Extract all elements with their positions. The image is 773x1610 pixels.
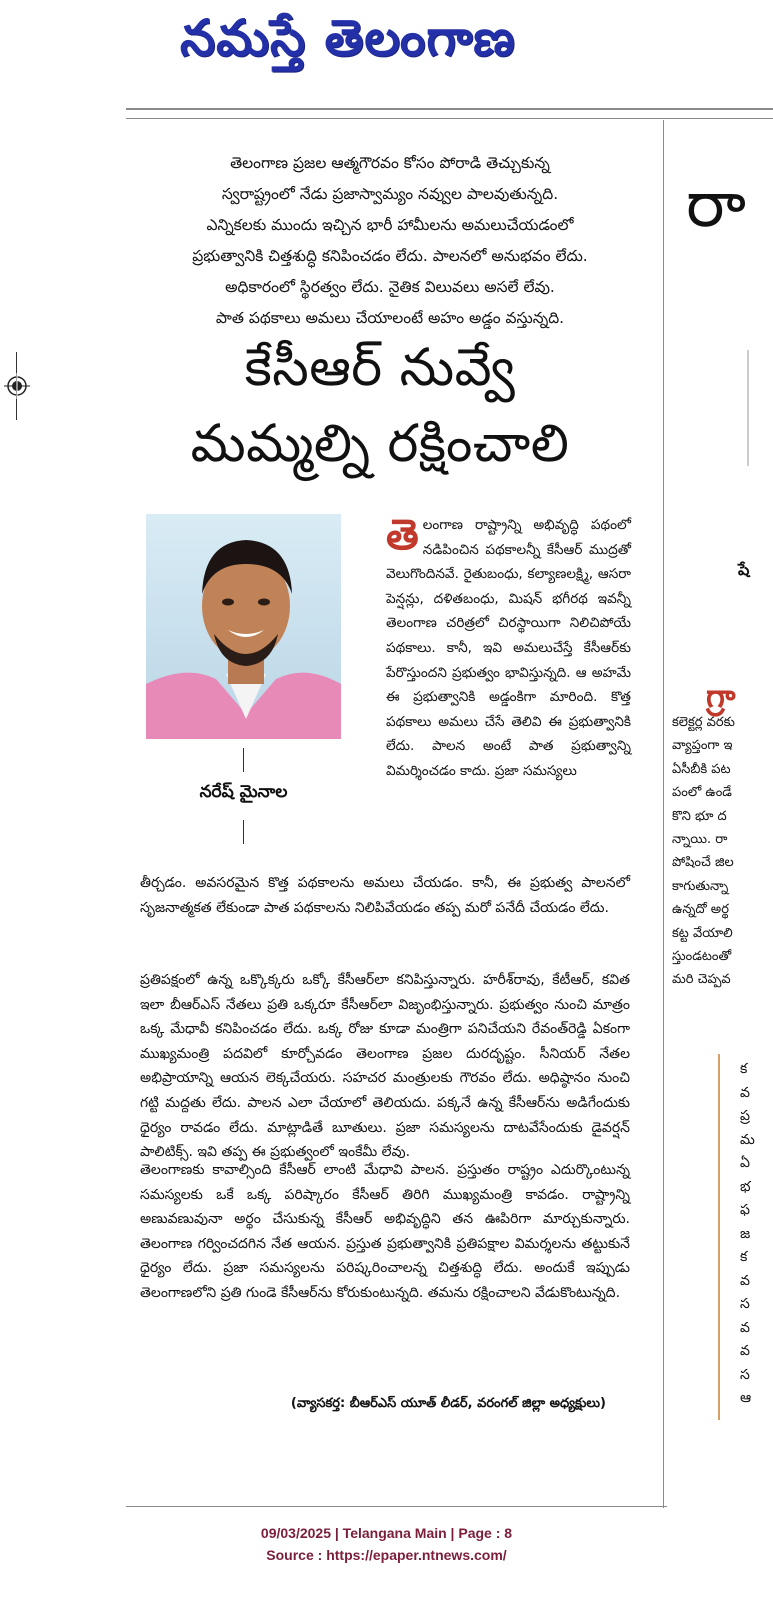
side-text-column <box>672 711 773 992</box>
side-letter: స <box>740 1296 750 1312</box>
side-text-line: కాగుతున్నా <box>672 878 729 894</box>
author-credit: (వ్యాసకర్త: బీఆర్‌ఎస్ యూత్ లీడర్, వరంగల్ జిల్లా అధ్యక్షులు) <box>290 1396 606 1411</box>
side-text-line: పోషించే జిల <box>672 855 734 871</box>
side-text-line: కొని భూ ద <box>672 808 727 824</box>
side-text-line: మరి చెప్పవ <box>672 972 731 988</box>
side-letter: మ <box>740 1131 755 1148</box>
side-text-line: న్నాయి. రా <box>672 832 728 848</box>
page-footer <box>0 1522 773 1566</box>
deck-line: ఎన్నికలకు ముందు ఇచ్చిన భారీ హామీలను అమలుచేయడంలో <box>206 216 574 234</box>
deck-line: స్వరాష్ట్రంలో నేడు ప్రజాస్వామ్యం నవ్వుల పాలవుతున్నది. <box>221 185 559 203</box>
byline-rule-top <box>243 748 244 772</box>
side-letter: ప్ర <box>740 1108 750 1124</box>
masthead-logo: నమస్తే తెలంగాణ <box>180 9 516 67</box>
side-letter: జ <box>740 1225 751 1242</box>
side-photo-edge <box>747 350 757 466</box>
byline-rule-bottom <box>243 820 244 844</box>
drop-cap: తె <box>386 510 419 559</box>
article-paragraph: తెలంగాణకు కావాల్సింది కేసీఆర్ లాంటి మేధావి పాలన. ప్రస్తుతం రాష్ట్రం ఎదుర్కొంటున్న సమస్యలకు ఒకే ఒక్క పరిష్కారం కేసీఆర్ తిరిగి ముఖ్యమంత్రి కావడం. రాష్ట్రాన్ని అణువణువునా అర్థం చేసుకున్న కేసీఆర్ అభివృద్ధిని తన ఊపిరిగా మార్చుకున్నారు. తెలంగాణ గర్వించదగిన నేత ఆయన. ప్రస్తుత ప్రభుత్వానికి ప్రతిపక్షాల విమర్శలను తట్టుకునే ధైర్యం లేదు. ప్రజా సమస్యలను పరిష్కరించాలన్న చిత్తశుద్ధి లేదు. అందుకే ఇప్పుడు తెలంగాణలోని ప్రతి గుండె కేసీఆర్‌ను కోరుకుంటున్నది. తమను రక్షించాలని వేడుకొంటున్నది. <box>140 1162 630 1301</box>
side-letter-column <box>740 1058 773 1411</box>
article-headline <box>130 330 630 482</box>
side-text-line: పంలో ఉండే <box>672 785 732 801</box>
header-rule <box>126 108 773 110</box>
side-letter: వ <box>740 1319 750 1336</box>
side-accent-bar <box>718 1054 720 1420</box>
header-rule-thin <box>126 118 773 119</box>
side-letter: వ <box>740 1343 750 1359</box>
side-text-line: వ్యాప్తంగా ఇ <box>672 738 733 754</box>
deck-line: అధికారంలో స్థిరత్వం లేదు. నైతిక విలువలు అసలే లేవు. <box>225 278 555 296</box>
deck-line: ప్రభుత్వానికి చిత్తశుద్ధి కనిపించడం లేదు. పాలనలో అనుభవం లేదు. <box>192 247 588 265</box>
article-bottom-rule <box>126 1506 667 1507</box>
side-letter: ఆ <box>740 1390 752 1406</box>
article-deck <box>150 148 630 334</box>
side-letter: వ <box>740 1272 750 1289</box>
side-letter: క <box>740 1061 748 1077</box>
deck-line: తెలంగాణ ప్రజల ఆత్మగౌరవం కోసం పోరాడి తెచ్చుకున్న <box>230 154 550 172</box>
footer-date-line: 09/03/2025 | Telangana Main | Page : 8 <box>260 1525 513 1541</box>
side-letter: క <box>740 1249 748 1265</box>
headline-line: మమ్మల్ని రక్షించాలి <box>190 414 570 474</box>
side-text-line: ఉన్నదో అర్థ <box>672 902 729 918</box>
side-subhead-fragment: గ్రా <box>706 677 736 715</box>
side-headline-fragment: రా <box>686 168 746 242</box>
lede-text: లంగాణ రాష్ట్రాన్ని అభివృద్ధి పథంలో నడిపించిన పథకాలన్నీ కేసీఆర్ ముద్రతో వెలుగొందినవే. రైతుబంధు, కల్యాణలక్ష్మి, ఆసరా పెన్షన్లు, దళితబంధు, మిషన్ భగీరథ ఇవన్నీ తెలంగాణ చరిత్రలో చిరస్థాయిగా నిలిచిపోయే పథకాలు. కానీ, ఇవి అమలుచేస్తే కేసీఆర్‌కు పేరొస్తుందని ప్రభుత్వం భావిస్తున్నది. ఆ అహమే ఈ ప్రభుత్వానికి అడ్డంకిగా మారింది. కొత్త పథకాలు అమలు చేసే తెలివి ఈ ప్రభుత్వానికి లేదు. పాలన అంటే పాత ప్రభుత్వాన్ని విమర్శించడం కాదు. ప్రజా సమస్యలు <box>386 517 631 779</box>
side-letter: ఏ <box>740 1155 750 1171</box>
side-letter: స <box>740 1366 750 1383</box>
article-paragraph: ప్రతిపక్షంలో ఉన్న ఒక్కొక్కరు ఒక్కో కేసీఆర్‌లా కనిపిస్తున్నారు. హరీశ్‌రావు, కేటీఆర్, కవిత ఇలా బీఆర్‌ఎస్ నేతలు ప్రతి ఒక్కరూ కేసీఆర్‌లా విజృంభిస్తున్నారు. ప్రభుత్వం నుంచి మాత్రం ఒక్క మేధావీ కనిపించడం లేదు. ఒక్క రోజు కూడా మంత్రిగా పనిచేయని రేవంత్‌రెడ్డి ఏకంగా ముఖ్యమంత్రి పదవిలో కూర్చోవడం తెలంగాణ ప్రజల దురదృష్టం. సీనియర్ నేతల అభిప్రాయాన్ని ఆయన లెక్కచేయరు. సహచర మంత్రులకు గౌరవం లేదు. అధిష్ఠానం నుంచి గట్టి మద్దతు లేదు. పాలన ఎలా చేయాలో తెలియదు. పక్కనే ఉన్న కేసీఆర్‌ను అడిగేందుకు ధైర్యం రావడం లేదు. మాట్లాడితే బూతులు. ప్రజా సమస్యలను దాటవేసేందుకు డైవర్షన్ పాలిటిక్స్. ఇవి తప్ప ఈ ప్రభుత్వంలో ఇంకేమీ లేవు. <box>140 972 630 1161</box>
side-text-line: స్తుండటంతో <box>672 949 732 965</box>
column-divider <box>663 120 664 1508</box>
author-byline: నరేష్ మైనాల <box>199 782 288 802</box>
article-paragraph: తీర్చడం. అవసరమైన కొత్త పథకాలను అమలు చేయడం. కానీ, ఈ ప్రభుత్వ పాలనలో సృజనాత్మకత లేకుండా పాత పథకాలను నిలిపివేయడం తప్ప మరో పనేదీ చేయడం లేదు. <box>140 875 630 916</box>
registration-mark-icon <box>4 373 30 399</box>
side-text-line: కలెక్టర్ల వరకు <box>672 715 735 730</box>
author-photo <box>146 514 341 739</box>
side-byline-fragment: షే <box>738 560 750 579</box>
side-letter: భ <box>740 1178 751 1195</box>
side-letter: వ <box>740 1084 750 1101</box>
side-text-line: ఏసీబీకి పట <box>672 761 731 777</box>
deck-line: పాత పథకాలు అమలు చేయాలంటే అహం అడ్డం వస్తున్నది. <box>215 309 565 327</box>
headline-line: కేసీఆర్ నువ్వే <box>244 338 516 398</box>
side-letter: ఫ <box>740 1202 750 1218</box>
footer-source-link[interactable]: Source : https://epaper.ntnews.com/ <box>266 1547 507 1563</box>
article-lede <box>386 510 631 784</box>
side-text-line: కట్ట వేయాలి <box>672 925 733 941</box>
